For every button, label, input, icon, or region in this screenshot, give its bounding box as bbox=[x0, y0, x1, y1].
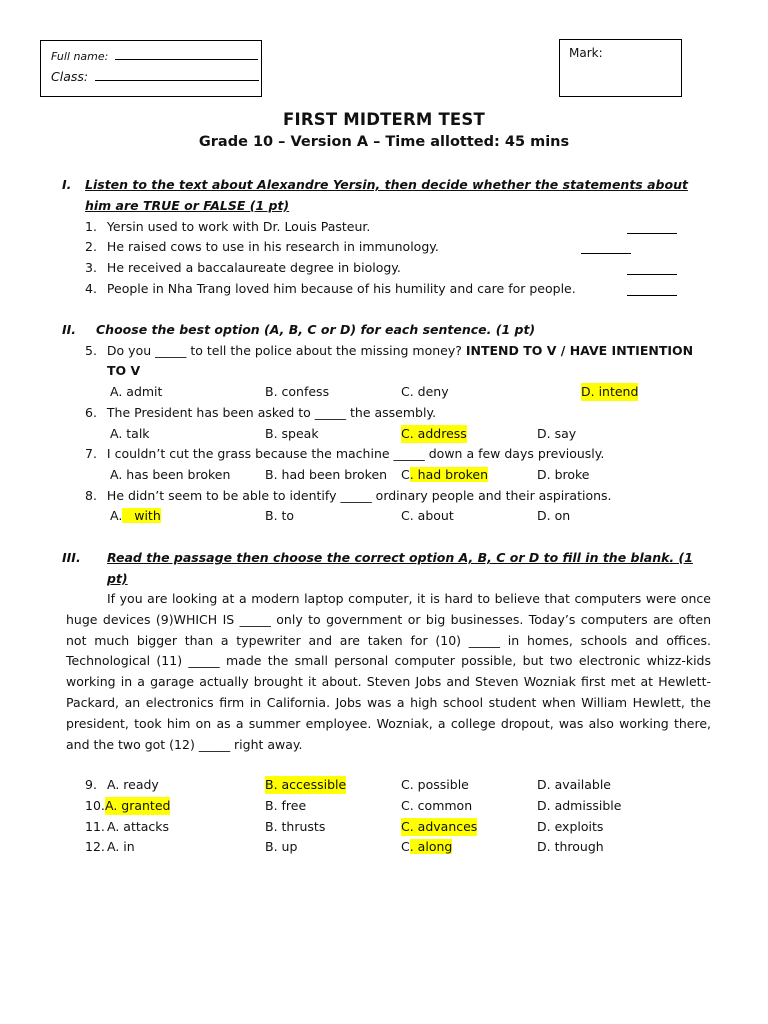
q6-option-c[interactable]: C. address bbox=[401, 426, 467, 441]
q7-option-a[interactable]: A. has been broken bbox=[110, 467, 231, 482]
section1-heading: Listen to the text about Alexandre Yersin, then decide whether the statements about bbox=[85, 177, 688, 192]
q6-option-d[interactable]: D. say bbox=[537, 426, 577, 441]
q10-option-c[interactable]: C. common bbox=[401, 798, 473, 813]
q10-option-b[interactable]: B. free bbox=[265, 798, 307, 813]
section3-number: III. bbox=[62, 550, 81, 565]
q12-option-d[interactable]: D. through bbox=[537, 839, 604, 854]
section3-heading: Read the passage then choose the correct option A, B, C or D to fill in the blank. (1 bbox=[107, 550, 693, 565]
answer-blank-4[interactable] bbox=[627, 283, 677, 296]
q8-option-b[interactable]: B. to bbox=[265, 508, 295, 523]
q10-number: 10. bbox=[85, 798, 105, 813]
section2-heading: Choose the best option (A, B, C or D) for each sentence. (1 pt) bbox=[96, 322, 536, 337]
section1-number: I. bbox=[62, 177, 72, 192]
statement-3: 3. He received a baccalaureate degree in biology. bbox=[85, 260, 401, 275]
q9-option-a[interactable]: A. ready bbox=[107, 777, 159, 792]
q7-option-c[interactable]: C. had broken bbox=[401, 467, 489, 482]
section1-heading-cont: him are TRUE or FALSE (1 pt) bbox=[85, 198, 290, 213]
page-title: FIRST MIDTERM TEST bbox=[283, 110, 485, 129]
q11-option-b[interactable]: B. thrusts bbox=[265, 819, 326, 834]
passage-line: president, took him on as a summer employee. Wozniak, a college dropout, was also working there, bbox=[66, 715, 711, 731]
q11-option-d[interactable]: D. exploits bbox=[537, 819, 604, 834]
q9-option-d[interactable]: D. available bbox=[537, 777, 611, 792]
q7-option-b[interactable]: B. had been broken bbox=[265, 467, 388, 482]
full-name-blank[interactable] bbox=[115, 47, 258, 60]
passage-line: Technological (11) _____ made the small personal computer possible, but two electronic whizz-kids bbox=[66, 653, 711, 669]
student-info-box bbox=[40, 40, 262, 97]
passage-line: and the two got (12) _____ right away. bbox=[66, 736, 303, 752]
class-blank[interactable] bbox=[95, 68, 259, 81]
q12-option-a[interactable]: A. in bbox=[107, 839, 135, 854]
q5-option-c[interactable]: C. deny bbox=[401, 384, 449, 399]
passage-line: working in a garage actually brought it about. Steven Jobs and Steven Wozniak first met at Hewlett- bbox=[66, 674, 711, 690]
answer-blank-3[interactable] bbox=[627, 262, 677, 275]
q5-option-a[interactable]: A. admit bbox=[110, 384, 163, 399]
passage-line: not much bigger than a typewriter and are taken for (10) _____ in homes, schools and offices. bbox=[66, 632, 711, 648]
q11-option-c[interactable]: C. advances bbox=[401, 819, 478, 834]
q9-option-b[interactable]: B. accessible bbox=[265, 777, 347, 792]
question-5-note-cont: TO V bbox=[107, 363, 141, 378]
q5-option-b[interactable]: B. confess bbox=[265, 384, 330, 399]
section3-heading-cont: pt) bbox=[107, 571, 128, 586]
full-name-row bbox=[51, 46, 253, 67]
question-5-note: INTEND TO V / HAVE INTIENTION bbox=[465, 343, 694, 358]
q11-option-a[interactable]: A. attacks bbox=[107, 819, 170, 834]
class-row bbox=[51, 67, 253, 87]
mark-label: Mark: bbox=[569, 46, 603, 60]
full-name-label: Full name: bbox=[51, 50, 109, 63]
statement-1: 1. Yersin used to work with Dr. Louis Pasteur. bbox=[85, 219, 371, 234]
statement-2: 2. He raised cows to use in his research in immunology. bbox=[85, 239, 439, 254]
q6-option-a[interactable]: A. talk bbox=[110, 426, 150, 441]
q7-option-d[interactable]: D. broke bbox=[537, 467, 590, 482]
question-7: 7. I couldn’t cut the grass because the machine _____ down a few days previously. bbox=[85, 446, 605, 461]
answer-blank-1[interactable] bbox=[627, 221, 677, 234]
question-8: 8. He didn’t seem to be able to identify _____ ordinary people and their aspirations. bbox=[85, 488, 612, 503]
q10-option-a[interactable]: A. granted bbox=[105, 798, 171, 813]
q8-option-a[interactable]: A. with bbox=[110, 508, 161, 523]
statement-4: 4. People in Nha Trang loved him because of his humility and care for people. bbox=[85, 281, 576, 296]
answer-blank-2[interactable] bbox=[581, 241, 631, 254]
section2-number: II. bbox=[62, 322, 77, 337]
question-6: 6. The President has been asked to _____ the assembly. bbox=[85, 405, 437, 420]
q12-option-b[interactable]: B. up bbox=[265, 839, 298, 854]
mark-box bbox=[559, 39, 682, 97]
passage-line: Packard, an electronics firm in California. Jobs was a high school student when William Hewlett, the bbox=[66, 694, 711, 710]
q11-number: 11. bbox=[85, 819, 105, 834]
q8-option-c[interactable]: C. about bbox=[401, 508, 454, 523]
passage-line: huge devices (9)WHICH IS _____ only to government or big businesses. Today’s computers are often bbox=[66, 611, 711, 627]
q12-number: 12. bbox=[85, 839, 105, 854]
q9-number: 9. bbox=[85, 777, 97, 792]
q5-option-d[interactable]: D. intend bbox=[581, 384, 639, 399]
reading-passage bbox=[66, 589, 711, 755]
page-subtitle: Grade 10 – Version A – Time allotted: 45 mins bbox=[198, 134, 570, 150]
q6-option-b[interactable]: B. speak bbox=[265, 426, 319, 441]
q12-option-c[interactable]: C. along bbox=[401, 839, 453, 854]
q8-option-d[interactable]: D. on bbox=[537, 508, 571, 523]
question-5: 5. Do you _____ to tell the police about the missing money? INTEND TO V / HAVE INTIENTION bbox=[85, 343, 694, 358]
q10-option-d[interactable]: D. admissible bbox=[537, 798, 622, 813]
q9-option-c[interactable]: C. possible bbox=[401, 777, 469, 792]
class-label: Class: bbox=[51, 69, 89, 84]
passage-line: If you are looking at a modern laptop computer, it is hard to believe that computers were once bbox=[107, 591, 711, 606]
